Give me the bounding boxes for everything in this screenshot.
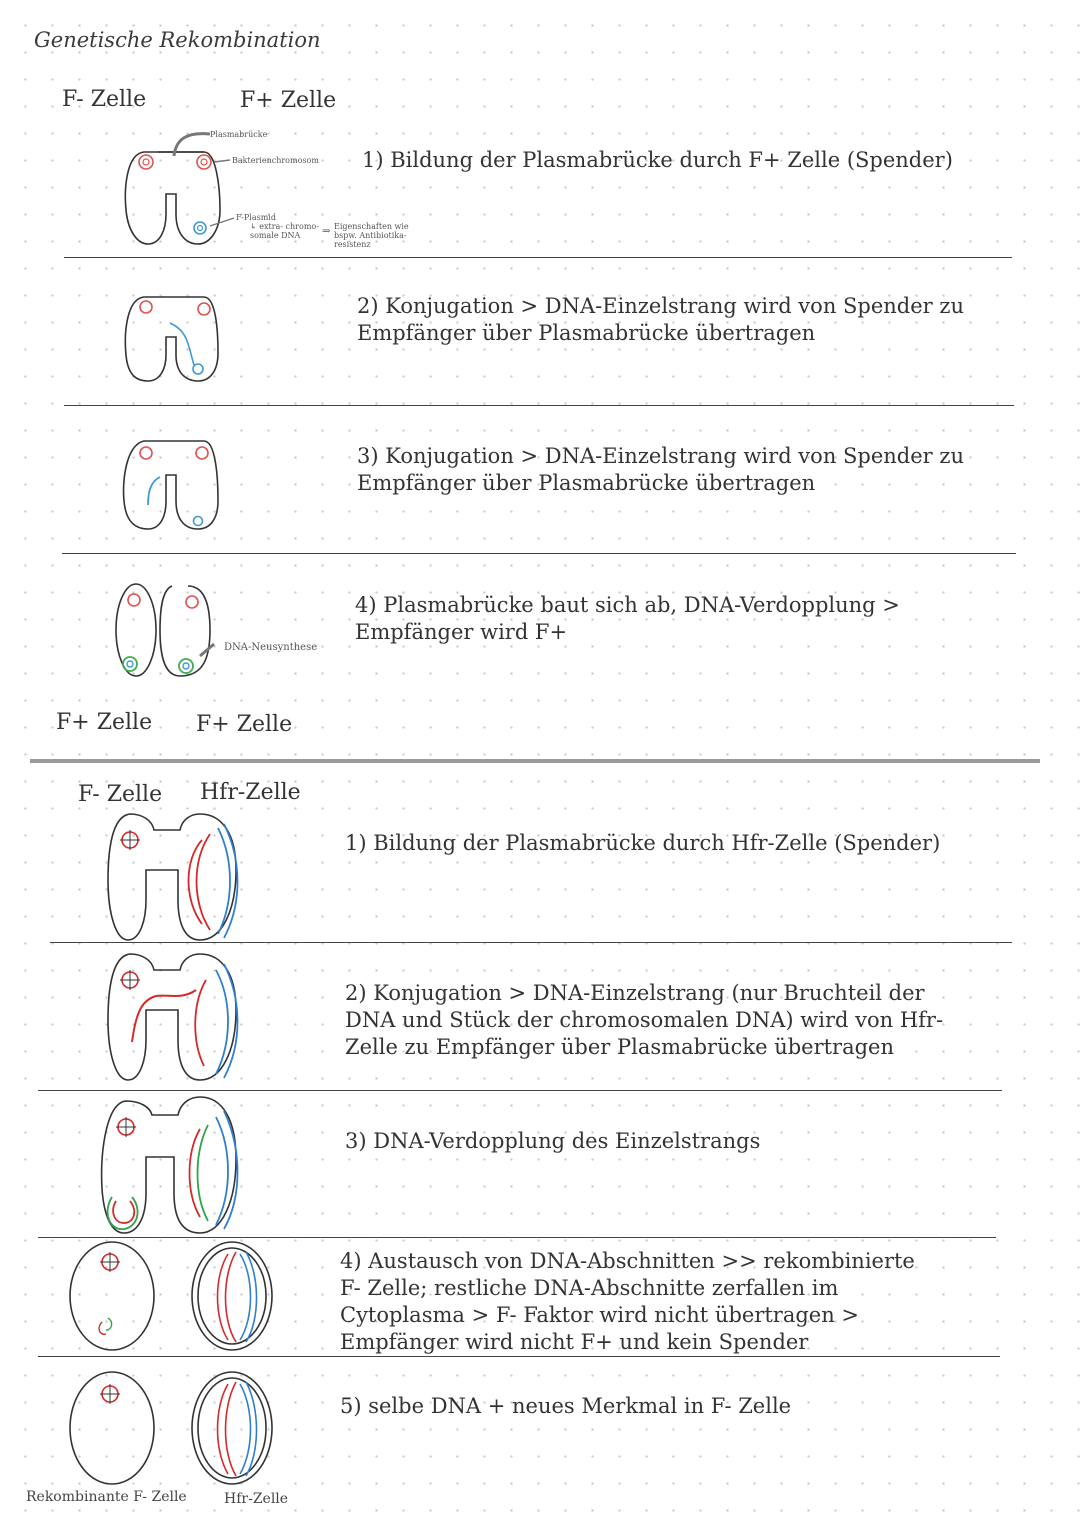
plasmid-inner-icon bbox=[198, 226, 203, 231]
divider bbox=[62, 553, 1016, 554]
new-strand-green bbox=[108, 1197, 138, 1229]
annotation-plasmabruecke: Plasmabrücke bbox=[210, 130, 268, 139]
hfr-chromosome-red bbox=[195, 980, 206, 1066]
cell-pair-step3-diagram bbox=[118, 425, 228, 545]
section1-step3-text: 3) Konjugation > DNA-Einzelstrang wird von Spender zu Empfänger über Plasmabrücke übertragen bbox=[357, 444, 964, 495]
plasmid-icon bbox=[194, 517, 203, 526]
hfr-chromosome-blue bbox=[240, 1384, 251, 1474]
cell-pair-step2-diagram bbox=[118, 275, 228, 395]
cell-outline bbox=[70, 1372, 154, 1484]
chromosome-icon bbox=[186, 596, 198, 608]
label-recombinant-cell: Rekombinante F- Zelle bbox=[26, 1489, 187, 1505]
new-plasmid-icon bbox=[123, 657, 137, 671]
annotation-dna-neusynthese: DNA-Neusynthese bbox=[224, 642, 318, 653]
section2-step4-text: 4) Austausch von DNA-Abschnitten >> rekombinierte F- Zelle; restliche DNA-Abschnitte zerfallen im Cytoplasma > F- Faktor wird nicht übertragen > Empfänger wird nicht F+ und kein Spender bbox=[340, 1249, 915, 1354]
arrow-icon: ⇒ bbox=[322, 226, 331, 237]
divider bbox=[38, 1237, 996, 1238]
hfr-chromosome-red bbox=[226, 1252, 237, 1342]
section2-step3-text: 3) DNA-Verdopplung des Einzelstrangs bbox=[345, 1129, 761, 1153]
hfr-pair-step4-diagram bbox=[64, 1240, 284, 1355]
plasmid-icon bbox=[127, 661, 133, 667]
section-divider bbox=[30, 759, 1040, 763]
hfr-pair-step3-diagram bbox=[96, 1093, 246, 1238]
new-plasmid-icon bbox=[179, 659, 193, 673]
cell-outline bbox=[70, 1242, 154, 1350]
label-hfr-cell: Hfr-Zelle bbox=[200, 780, 301, 805]
annotation-extra-chromo: ↳ extra- chromo- somale DNA bbox=[250, 222, 319, 240]
label-f-plus-cell: F+ Zelle bbox=[240, 88, 337, 113]
dna-strand-transfer bbox=[170, 323, 194, 365]
cell-outline bbox=[124, 441, 218, 529]
divider bbox=[64, 257, 1012, 258]
divider bbox=[50, 942, 1012, 943]
new-strand-green bbox=[198, 1125, 209, 1221]
cell-outline bbox=[125, 297, 218, 381]
plasmid-icon bbox=[194, 222, 206, 234]
label-f-plus-cell-left: F+ Zelle bbox=[56, 710, 153, 735]
hfr-chromosome-blue bbox=[218, 828, 230, 934]
hfr-pair-step1-diagram bbox=[100, 810, 250, 945]
hfr-strand-transfer bbox=[132, 990, 196, 1042]
chromosome-inner-icon bbox=[143, 159, 149, 165]
chromosome-icon bbox=[140, 447, 152, 459]
hfr-chromosome-red bbox=[218, 1254, 229, 1340]
chromosome-icon bbox=[197, 155, 211, 169]
chromosome-icon bbox=[128, 594, 140, 606]
hfr-chromosome-blue bbox=[240, 1254, 251, 1340]
hfr-chromosome-blue bbox=[216, 1117, 228, 1225]
section1-step1-text: 1) Bildung der Plasmabrücke durch F+ Zelle (Spender) bbox=[362, 148, 953, 172]
label-f-minus-cell: F- Zelle bbox=[62, 87, 147, 112]
section2-step5-text: 5) selbe DNA + neues Merkmal in F- Zelle bbox=[340, 1394, 792, 1418]
hfr-pair-step2-diagram bbox=[100, 950, 250, 1085]
chromosome-icon bbox=[140, 301, 152, 313]
hfr-chromosome-red bbox=[190, 1129, 201, 1217]
label-f-plus-cell-right: F+ Zelle bbox=[196, 712, 293, 737]
chromosome-icon bbox=[198, 303, 210, 315]
plasmid-icon bbox=[183, 663, 189, 669]
chromosome-icon bbox=[139, 155, 153, 169]
plasmid-icon bbox=[193, 364, 203, 374]
pointer-arrow-icon bbox=[210, 218, 234, 226]
section1-step4-text: 4) Plasmabrücke baut sich ab, DNA-Verdopplung > Empfänger wird F+ bbox=[355, 593, 900, 644]
cell-pair-step1-diagram bbox=[118, 130, 228, 250]
divider bbox=[64, 405, 1014, 406]
chromosome-icon bbox=[196, 447, 208, 459]
divider bbox=[38, 1356, 1000, 1357]
pointer-arrow-icon bbox=[214, 160, 230, 162]
page-title: Genetische Rekombination bbox=[34, 28, 321, 52]
hfr-pair-step5-diagram bbox=[64, 1370, 284, 1490]
hfr-chromosome-red bbox=[197, 834, 211, 930]
chromosome-inner-icon bbox=[201, 159, 207, 165]
divider bbox=[38, 1090, 1002, 1091]
annotation-bakterienchromosom: Bakterienchromosom bbox=[232, 156, 319, 165]
dna-fragment bbox=[99, 1322, 106, 1334]
cell-pair-step4-diagram bbox=[110, 580, 220, 690]
label-hfr-cell-bottom: Hfr-Zelle bbox=[224, 1491, 289, 1507]
label-f-minus-cell: F- Zelle bbox=[78, 782, 163, 807]
section1-step2-text: 2) Konjugation > DNA-Einzelstrang wird von Spender zu Empfänger über Plasmabrücke übertragen bbox=[357, 294, 964, 345]
section2-step1-text: 1) Bildung der Plasmabrücke durch Hfr-Zelle (Spender) bbox=[345, 831, 941, 855]
dna-fragment bbox=[106, 1318, 112, 1330]
hfr-chromosome-red bbox=[218, 1384, 229, 1474]
dna-strand-received bbox=[148, 477, 160, 505]
annotation-f-plasmid: F-Plasmid bbox=[236, 213, 276, 222]
annotation-eigenschaften: Eigenschaften wie bspw. Antibiotika- resistenz bbox=[334, 222, 409, 249]
hfr-chromosome-red bbox=[226, 1382, 237, 1476]
section2-step2-text: 2) Konjugation > DNA-Einzelstrang (nur Bruchteil der DNA und Stück der chromosomalen DNA) wird von Hfr-Zelle zu Empfänger über Plasmabrücke übertragen bbox=[345, 981, 944, 1059]
hfr-strand-received bbox=[113, 1201, 134, 1223]
